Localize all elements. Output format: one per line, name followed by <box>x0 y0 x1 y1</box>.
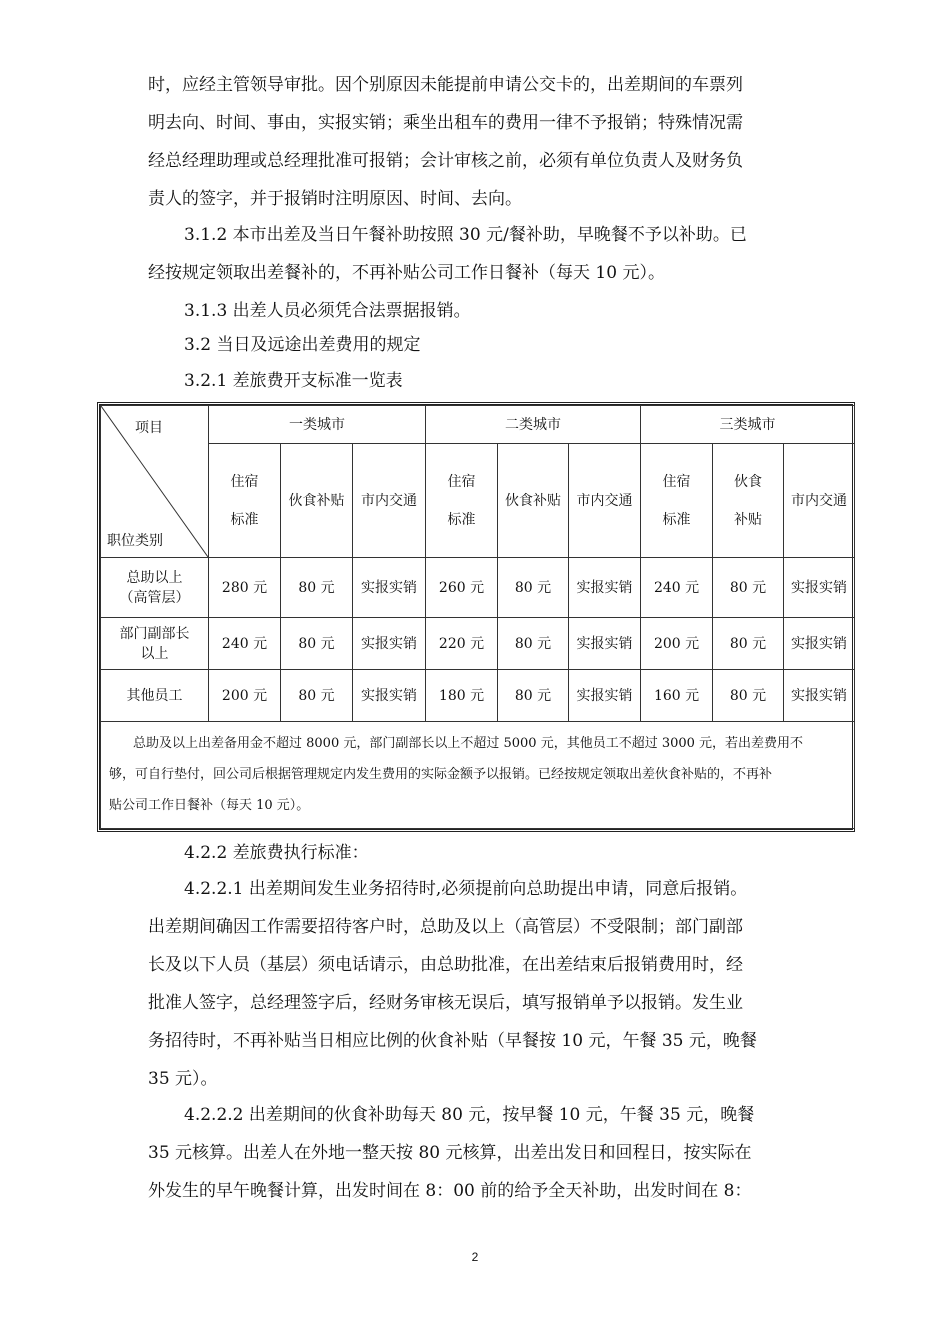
table-cell: 260 元 <box>426 558 498 618</box>
row-label: 部门副部长 以上 <box>101 618 209 670</box>
city-group-header: 二类城市 <box>426 406 641 444</box>
text-line: 明去向、时间、事由，实报实销；乘坐出租车的费用一律不予报销；特殊情况需 <box>148 113 743 133</box>
row-label: 总助以上 （高管层） <box>101 558 209 618</box>
table-cell: 80 元 <box>713 670 784 722</box>
paragraph-4-2-2-2 <box>148 1096 808 1210</box>
corner-header-item: 项目 <box>135 420 163 436</box>
sub-header-transport: 市内交通 <box>784 444 855 558</box>
text-line: 长及以下人员（基层）须电话请示，由总助批准，在出差结束后报销费用时，经 <box>148 955 743 975</box>
text-line: 3.2.1 差旅费开支标准一览表 <box>184 371 403 391</box>
heading-3-2 <box>148 326 808 364</box>
sub-header-transport: 市内交通 <box>569 444 641 558</box>
text-line: 出差期间确因工作需要招待客户时，总助及以上（高管层）不受限制；部门副部 <box>148 917 743 937</box>
city-group-header: 一类城市 <box>209 406 426 444</box>
text-line: 4.2.2 差旅费执行标准： <box>184 843 369 863</box>
table-cell: 80 元 <box>498 558 569 618</box>
sub-header-meal: 伙食 补贴 <box>713 444 784 558</box>
text-line: 经按规定领取出差餐补的，不再补贴公司工作日餐补（每天 10 元）。 <box>148 263 665 283</box>
table-note-row <box>101 722 855 829</box>
city-group-header: 三类城市 <box>641 406 855 444</box>
sub-header-meal: 伙食补贴 <box>498 444 569 558</box>
table-note: 总助及以上出差备用金不超过 8000 元，部门副部长以上不超过 5000 元，其他员工不超过 3000 元，若出差费用不 够，可自行垫付，回公司后根据管理规定内发生费用的实际金额予以报销。已经按规定领取出差伙食补贴的，不再补 贴公司工作日餐补（每天 10 元）。 <box>101 722 855 829</box>
table-cell: 80 元 <box>281 618 353 670</box>
corner-header-position: 职位类别 <box>107 533 163 549</box>
text-line: 35 元）。 <box>148 1069 218 1089</box>
text-line: 3.2 当日及远途出差费用的规定 <box>184 335 421 355</box>
page-number: 2 <box>471 1250 479 1264</box>
table-cell: 实报实销 <box>353 558 426 618</box>
table-cell: 180 元 <box>426 670 498 722</box>
paragraph-3-1-2 <box>148 216 808 292</box>
table-row <box>101 558 855 618</box>
sub-header-lodging: 住宿 标准 <box>209 444 281 558</box>
table-cell: 80 元 <box>713 618 784 670</box>
sub-header-transport: 市内交通 <box>353 444 426 558</box>
text-line: 4.2.2.1 出差期间发生业务招待时,必须提前向总助提出申请，同意后报销。 <box>184 879 748 899</box>
travel-expense-standards-table <box>97 402 855 832</box>
table-cell: 实报实销 <box>784 670 855 722</box>
table-cell: 80 元 <box>498 618 569 670</box>
table-row <box>101 618 855 670</box>
table-row <box>101 670 855 722</box>
text-line: 经总经理助理或总经理批准可报销；会计审核之前，必须有单位负责人及财务负 <box>148 151 743 171</box>
table-cell: 280 元 <box>209 558 281 618</box>
text-line: 务招待时，不再补贴当日相应比例的伙食补贴（早餐按 10 元，午餐 35 元，晚餐 <box>148 1031 757 1051</box>
text-line: 3.1.2 本市出差及当日午餐补助按照 30 元/餐补助，早晚餐不予以补助。已 <box>184 225 747 245</box>
text-line: 外发生的早午晚餐计算，出发时间在 8：00 前的给予全天补助，出发时间在 8： <box>148 1181 752 1201</box>
table-cell: 80 元 <box>498 670 569 722</box>
table-cell: 80 元 <box>713 558 784 618</box>
table-cell: 80 元 <box>281 670 353 722</box>
text-line: 批准人签字，总经理签字后，经财务审核无误后，填写报销单予以报销。发生业 <box>148 993 743 1013</box>
text-line: 责人的签字，并于报销时注明原因、时间、去向。 <box>148 189 522 209</box>
sub-header-lodging: 住宿 标准 <box>641 444 713 558</box>
table-cell: 200 元 <box>209 670 281 722</box>
heading-3-2-1 <box>148 362 808 400</box>
table-cell: 160 元 <box>641 670 713 722</box>
text-line: 3.1.3 出差人员必须凭合法票据报销。 <box>184 301 471 321</box>
table-cell: 实报实销 <box>784 618 855 670</box>
paragraph-4-2-2-1 <box>148 870 808 1098</box>
table-cell: 80 元 <box>281 558 353 618</box>
table-cell: 实报实销 <box>784 558 855 618</box>
table-cell: 实报实销 <box>353 618 426 670</box>
text-line: 4.2.2.2 出差期间的伙食补助每天 80 元，按早餐 10 元，午餐 35 元，晚餐 <box>184 1105 755 1125</box>
table-cell: 220 元 <box>426 618 498 670</box>
table-corner-cell <box>101 406 209 558</box>
text-line: 35 元核算。出差人在外地一整天按 80 元核算，出差出发日和回程日，按实际在 <box>148 1143 752 1163</box>
heading-4-2-2 <box>148 834 808 872</box>
table-cell: 240 元 <box>641 558 713 618</box>
text-line: 时，应经主管领导审批。因个别原因未能提前申请公交卡的，出差期间的车票列 <box>148 75 743 95</box>
table-cell: 实报实销 <box>569 618 641 670</box>
sub-header-lodging: 住宿 标准 <box>426 444 498 558</box>
table-cell: 240 元 <box>209 618 281 670</box>
table-cell: 实报实销 <box>569 670 641 722</box>
row-label: 其他员工 <box>101 670 209 722</box>
table-cell: 200 元 <box>641 618 713 670</box>
paragraph-reimbursement-approval <box>148 66 808 218</box>
table-cell: 实报实销 <box>569 558 641 618</box>
table-cell: 实报实销 <box>353 670 426 722</box>
paragraph-3-1-3 <box>148 292 808 330</box>
sub-header-meal: 伙食补贴 <box>281 444 353 558</box>
